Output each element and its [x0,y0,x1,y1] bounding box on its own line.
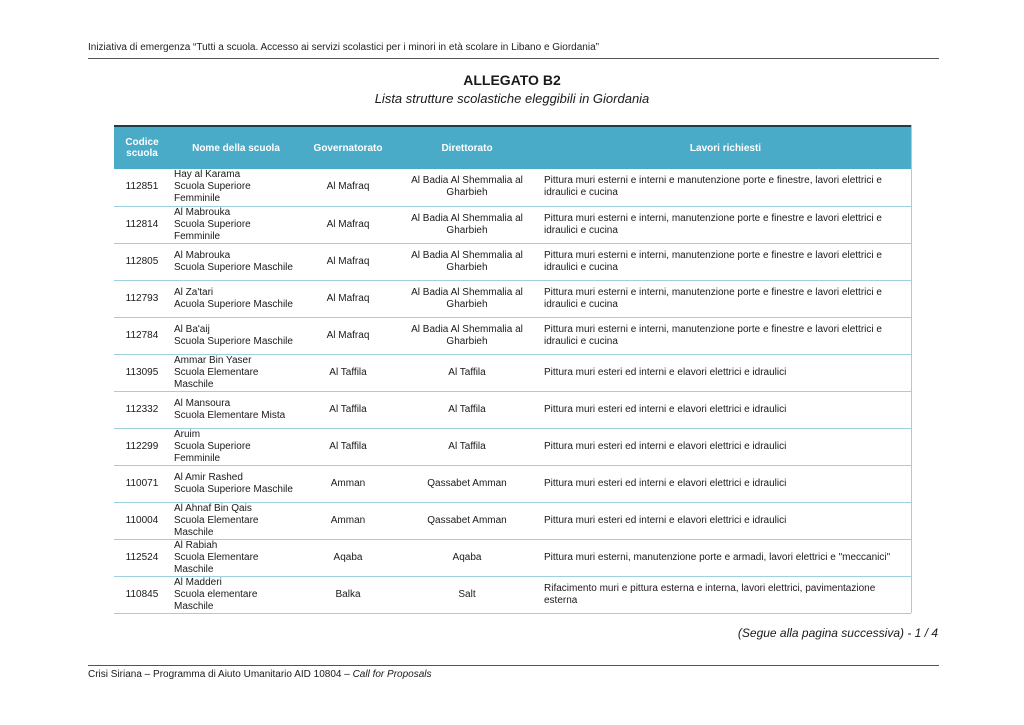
requested-works: Pittura muri esteri ed interni e elavori elettrici e idraulici [544,366,787,378]
governorate: Amman [330,514,366,526]
table-cell [170,465,302,502]
requested-works: Pittura muri esterni e interni, manutenzione porte e finestre e lavori elettrici e idraulici e cucina [544,286,882,310]
school-code: 110845 [125,588,159,600]
directorate: Al Taffila [448,403,486,415]
school-name: Al Rabiah [174,539,218,551]
table-cell [540,428,911,465]
table-cell [394,169,540,206]
table-cell [170,317,302,354]
schools-table [114,125,911,614]
table-cell [114,539,170,576]
table-cell [114,391,170,428]
governorate: Aqaba [333,551,363,563]
school-name: Ammar Bin Yaser [174,354,252,366]
table-right-border [911,125,912,613]
school-name: Al Amir Rashed [174,471,243,483]
table-cell [540,576,911,613]
footer [88,669,432,680]
requested-works: Rifacimento muri e pittura esterna e interna, lavori elettrici, pavimentazione esterna [544,582,876,606]
table-cell [114,206,170,243]
governorate: Al Taffila [329,440,367,452]
school-code: 110004 [125,514,159,526]
directorate: Qassabet Amman [427,514,507,526]
table-row [114,502,911,539]
directorate: Qassabet Amman [427,477,507,489]
governorate: Al Mafraq [326,329,370,341]
school-name: Al Ahnaf Bin Qais [174,502,252,514]
column-header-directorate: Direttorato [394,126,540,169]
requested-works: Pittura muri esterni e interni, manutenzione porte e finestre e lavori elettrici e idraulici e cucina [544,212,882,236]
table-cell [170,243,302,280]
column-header-code: Codice scuola [114,126,170,169]
school-type: Scuola elementare Maschile [174,588,258,612]
table-row [114,169,911,206]
school-code: 112851 [125,181,159,193]
school-name: Al Za'tari [174,286,214,298]
requested-works: Pittura muri esteri ed interni e elavori elettrici e idraulici [544,477,787,489]
table-cell [540,243,911,280]
table-cell [302,280,394,317]
schools-table-container [114,125,911,614]
governorate: Al Taffila [329,403,367,415]
directorate: Al Badia Al Shemmalia al Gharbieh [411,286,523,310]
table-cell [540,354,911,391]
requested-works: Pittura muri esterni e interni, manutenzione porte e finestre e lavori elettrici e idraulici e cucina [544,249,882,273]
school-name: Al Ba'aij [174,323,210,335]
table-cell [170,169,302,206]
directorate: Al Badia Al Shemmalia al Gharbieh [411,249,523,273]
table-row [114,206,911,243]
table-cell [114,243,170,280]
table-cell [170,502,302,539]
table-cell [114,317,170,354]
governorate: Amman [330,477,366,489]
table-cell [114,465,170,502]
table-cell [394,502,540,539]
school-code: 110071 [125,477,159,489]
table-row [114,428,911,465]
table-cell [394,280,540,317]
table-cell [394,428,540,465]
table-row [114,465,911,502]
footer-rule [88,665,939,666]
table-cell [114,428,170,465]
table-cell [540,391,911,428]
table-row [114,354,911,391]
footer-text: Crisi Siriana – Programma di Aiuto Umanitario AID 10804 – [88,669,353,680]
table-cell [114,502,170,539]
table-cell [302,169,394,206]
table-row [114,317,911,354]
table-cell [302,539,394,576]
school-type: Scuola Superiore Maschile [174,335,293,347]
school-code: 112814 [125,218,159,230]
school-name: Al Madderi [174,576,222,588]
school-type: Scuola Superiore Maschile [174,483,293,495]
table-cell [170,206,302,243]
column-header-governorate: Governatorato [302,126,394,169]
table-cell [302,391,394,428]
table-cell [540,539,911,576]
school-type: Scuola Superiore Maschile [174,261,293,273]
table-cell [114,280,170,317]
table-cell [394,206,540,243]
school-type: Scuola Elementare Mista [174,409,286,421]
school-code: 112805 [125,255,159,267]
table-cell [302,576,394,613]
table-cell [302,243,394,280]
table-cell [394,576,540,613]
governorate: Al Mafraq [326,218,370,230]
governorate: Al Mafraq [326,255,370,267]
school-name: Al Mansoura [174,397,231,409]
school-type: Scuola Elementare Maschile [174,551,259,575]
school-name: Al Mabrouka [174,249,231,261]
table-cell [540,465,911,502]
requested-works: Pittura muri esteri ed interni e elavori elettrici e idraulici [544,514,787,526]
table-cell [170,391,302,428]
requested-works: Pittura muri esteri ed interni e elavori elettrici e idraulici [544,440,787,452]
table-row [114,539,911,576]
table-cell [302,317,394,354]
governorate: Al Mafraq [326,181,370,193]
directorate: Salt [458,588,476,600]
column-header-works: Lavori richiesti [540,126,911,169]
table-cell [170,428,302,465]
school-name: Al Mabrouka [174,206,231,218]
school-code: 112784 [125,329,159,341]
requested-works: Pittura muri esterni e interni e manutenzione porte e finestre, lavori elettrici e idraulici e cucina [544,175,882,199]
header-rule [88,58,939,59]
requested-works: Pittura muri esterni, manutenzione porte e armadi, lavori elettrici e "meccanici" [544,551,891,563]
table-cell [170,539,302,576]
table-cell [302,206,394,243]
table-cell [302,354,394,391]
table-cell [302,502,394,539]
table-cell [394,354,540,391]
footer-italic: Call for Proposals [352,669,432,680]
school-code: 112332 [125,403,159,415]
school-type: Scuola Elementare Maschile [174,514,259,538]
table-header-row [114,126,911,169]
school-name: Hay al Karama [174,169,241,181]
requested-works: Pittura muri esterni e interni, manutenzione porte e finestre e lavori elettrici e idraulici e cucina [544,323,882,347]
school-code: 112299 [125,440,159,452]
directorate: Al Taffila [448,366,486,378]
table-cell [170,354,302,391]
table-cell [114,576,170,613]
requested-works: Pittura muri esteri ed interni e elavori elettrici e idraulici [544,403,787,415]
table-cell [302,465,394,502]
running-header: Iniziativa di emergenza “Tutti a scuola. Accesso ai servizi scolastici per i minori in età scolare in Libano e Giordania” [88,42,599,53]
table-row [114,576,911,613]
table-cell [394,465,540,502]
table-cell [114,354,170,391]
table-cell [394,539,540,576]
table-cell [114,169,170,206]
school-type: Scuola Elementare Maschile [174,366,259,390]
school-name: Aruim [174,428,201,440]
table-cell [540,169,911,206]
document-subtitle: Lista strutture scolastiche eleggibili in Giordania [374,91,650,106]
directorate: Aqaba [452,551,482,563]
school-type: Scuola Superiore Femminile [174,181,251,205]
column-header-name: Nome della scuola [170,126,302,169]
table-cell [540,317,911,354]
school-code: 112524 [125,551,159,563]
table-row [114,280,911,317]
school-type: Acuola Superiore Maschile [174,298,293,310]
directorate: Al Taffila [448,440,486,452]
table-cell [394,391,540,428]
table-cell [170,280,302,317]
school-type: Scuola Superiore Femminile [174,218,251,242]
governorate: Al Taffila [329,366,367,378]
table-cell [394,317,540,354]
table-row [114,243,911,280]
school-type: Scuola Superiore Femminile [174,440,251,464]
page-continuation: (Segue alla pagina successiva) - 1 / 4 [737,626,938,640]
table-row [114,391,911,428]
school-code: 112793 [125,292,159,304]
directorate: Al Badia Al Shemmalia al Gharbieh [411,212,523,236]
governorate: Al Mafraq [326,292,370,304]
table-cell [540,280,911,317]
table-cell [540,502,911,539]
school-code: 113095 [125,366,159,378]
table-body [114,169,911,613]
governorate: Balka [335,588,361,600]
table-cell [540,206,911,243]
document-title: ALLEGATO B2 [463,72,561,88]
directorate: Al Badia Al Shemmalia al Gharbieh [411,323,523,347]
table-cell [302,428,394,465]
table-cell [170,576,302,613]
table-cell [394,243,540,280]
directorate: Al Badia Al Shemmalia al Gharbieh [411,175,523,199]
